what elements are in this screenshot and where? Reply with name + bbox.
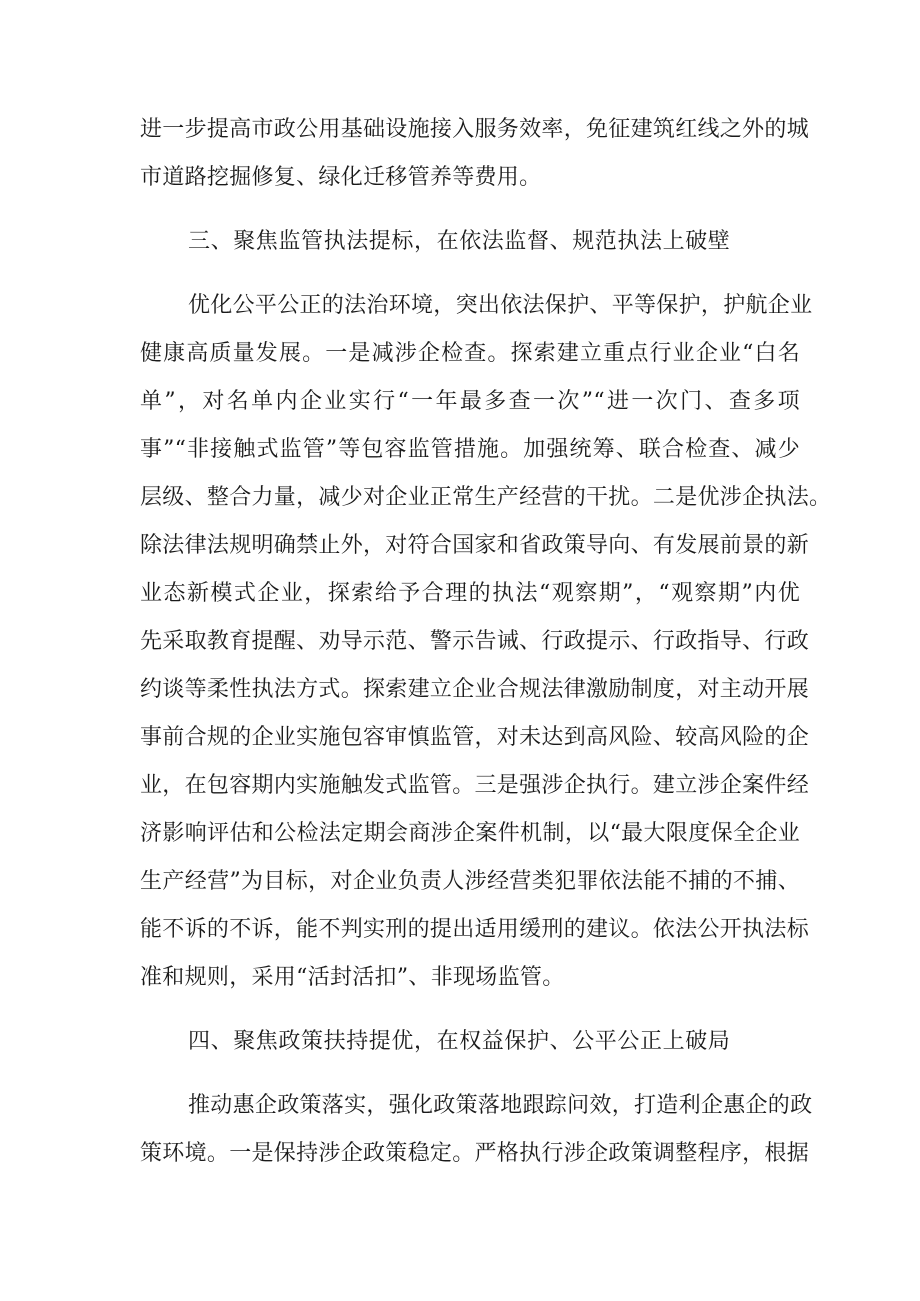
paragraph-line: 准和规则，采用“活封活扣”、非现场监管。 (140, 965, 565, 990)
paragraph-line: 业态新模式企业，探索给予合理的执法“观察期”，“观察期”内优 (140, 581, 800, 606)
section-heading-4: 四、聚焦政策扶持提优，在权益保护、公平公正上破局 (188, 1029, 731, 1054)
paragraph-line: 生产经营”为目标，对企业负责人涉经营类犯罪依法能不捕的不捕、 (140, 869, 800, 894)
paragraph-line: 约谈等柔性执法方式。探索建立企业合规法律激励制度，对主动开展 (140, 677, 810, 702)
paragraph-line: 能不诉的不诉，能不判实刑的提出适用缓刑的建议。依法公开执法标 (140, 917, 810, 942)
paragraph-line: 进一步提高市政公用基础设施接入服务效率，免征建筑红线之外的城 (140, 117, 810, 142)
paragraph-line: 健康高质量发展。一是减涉企检查。探索建立重点行业企业“白名 (140, 341, 800, 366)
paragraph-line: 除法律法规明确禁止外，对符合国家和省政策导向、有发展前景的新 (140, 533, 810, 558)
paragraph-line: 策环境。一是保持涉企政策稳定。严格执行涉企政策调整程序，根据 (140, 1141, 810, 1166)
paragraph-line: 单”，对名单内企业实行“一年最多查一次”“进一次门、查多项 (140, 389, 800, 414)
paragraph-line: 层级、整合力量，减少对企业正常生产经营的干扰。二是优涉企执法。 (140, 485, 832, 510)
paragraph-line: 推动惠企政策落实，强化政策落地跟踪问效，打造利企惠企的政 (188, 1093, 813, 1118)
paragraph-line: 市道路挖掘修复、绿化迁移管养等费用。 (140, 165, 542, 190)
paragraph-line: 先采取教育提醒、劝导示范、警示告诫、行政提示、行政指导、行政 (140, 629, 810, 654)
paragraph-line: 事前合规的企业实施包容审慎监管，对未达到高风险、较高风险的企 (140, 725, 810, 750)
paragraph-line: 事”“非接触式监管”等包容监管措施。加强统筹、联合检查、减少 (140, 437, 800, 462)
paragraph-line: 优化公平公正的法治环境，突出依法保护、平等保护，护航企业 (188, 293, 813, 318)
paragraph-line: 济影响评估和公检法定期会商涉企案件机制，以“最大限度保全企业 (140, 821, 800, 846)
section-heading-3: 三、聚焦监管执法提标，在依法监督、规范执法上破壁 (188, 229, 731, 254)
paragraph-line: 业，在包容期内实施触发式监管。三是强涉企执行。建立涉企案件经 (140, 773, 810, 798)
